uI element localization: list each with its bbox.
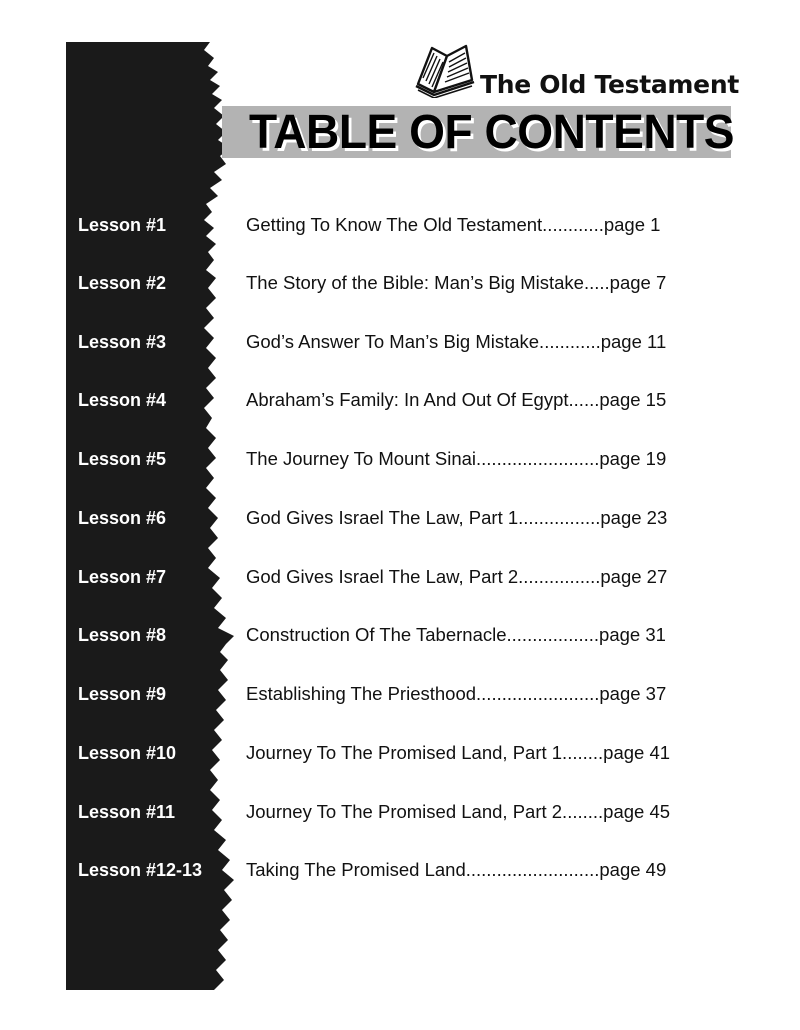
lesson-label: Lesson #4 [78,390,167,410]
lesson-entry: God Gives Israel The Law, Part 1................page 23 [246,507,668,528]
toc-row [0,855,800,885]
lesson-entry: Journey To The Promised Land, Part 1........page 41 [246,742,671,763]
toc-row [0,268,800,298]
series-title: The Old Testament [480,70,739,99]
toc-row [0,679,800,709]
lesson-entry: Journey To The Promised Land, Part 2........page 45 [246,801,671,822]
lesson-entry: The Journey To Mount Sinai........................page 19 [246,448,667,469]
toc-row [0,503,800,533]
lesson-entry: Construction Of The Tabernacle..................page 31 [246,624,666,645]
lesson-label: Lesson #5 [78,449,167,469]
lesson-entry: Taking The Promised Land..........................page 49 [246,859,667,880]
lesson-label: Lesson #10 [78,743,177,763]
lesson-entry: The Story of the Bible: Man’s Big Mistake.....page 7 [246,272,667,293]
lesson-label: Lesson #9 [78,684,167,704]
toc-row [0,797,800,827]
toc-row [0,562,800,592]
lesson-label: Lesson #8 [78,625,167,645]
page-title: TABLE OF CONTENTS [249,106,735,159]
lesson-label: Lesson #6 [78,508,167,528]
lesson-label: Lesson #1 [78,215,167,235]
open-book-icon [414,40,476,98]
toc-row [0,444,800,474]
lesson-entry: God Gives Israel The Law, Part 2................page 27 [246,566,668,587]
toc-row [0,385,800,415]
lesson-label: Lesson #12-13 [78,860,203,880]
toc-row [0,620,800,650]
lesson-entry: Establishing The Priesthood........................page 37 [246,683,667,704]
lesson-entry: Abraham’s Family: In And Out Of Egypt......page 15 [246,389,667,410]
lesson-label: Lesson #2 [78,273,167,293]
lesson-label: Lesson #7 [78,567,167,587]
lesson-label: Lesson #3 [78,332,167,352]
lesson-entry: God’s Answer To Man’s Big Mistake............page 11 [246,331,667,352]
lesson-label: Lesson #11 [78,802,176,822]
toc-row [0,210,800,240]
toc-row [0,327,800,357]
lesson-entry: Getting To Know The Old Testament............page 1 [246,214,661,235]
toc-row [0,738,800,768]
